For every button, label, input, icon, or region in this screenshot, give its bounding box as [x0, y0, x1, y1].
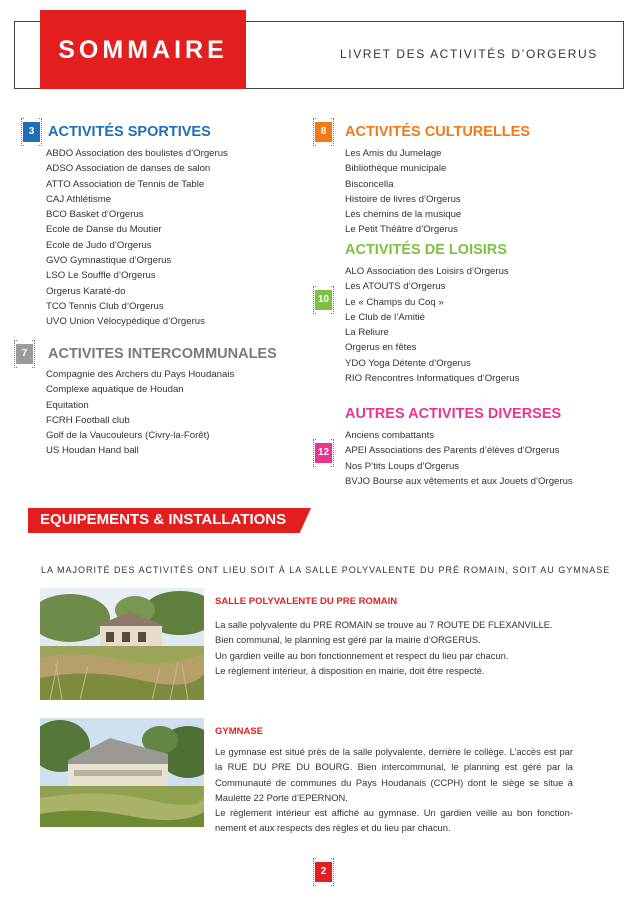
list-item: ADSO Association de danses de salon	[46, 163, 211, 175]
list-item: YDO Yoga Détente d’Orgerus	[345, 357, 471, 369]
list-item: Histoire de livres d’Orgerus	[345, 193, 461, 205]
section-title-culturelles: ACTIVITÉS CULTURELLES	[345, 124, 531, 140]
list-loisirs	[345, 264, 519, 386]
page-tag-diverses: 12	[315, 443, 332, 463]
list-item: Les chemins de la musique	[345, 209, 462, 221]
gymnase-title: GYMNASE	[215, 726, 264, 737]
list-item: Orgerus en fêtes	[345, 342, 417, 354]
gymnase-description	[215, 744, 573, 836]
list-item: Bisconcella	[345, 178, 394, 190]
page-tag-culturelles: 8	[315, 122, 332, 142]
list-item: BVJO Bourse aux vêtements et aux Jouets d’Orgerus	[345, 475, 573, 487]
gymnase-paragraph: Le gymnase est situé près de la salle polyvalente, derrière le collège. L’accès est par la RUE DU PRE DU BOURG. Bien intercommunal, le planning est géré par la Communauté de communes du Pays Houdanais (CCPH) dont le siège se situe à Maulette 22 Porte d’EPERNON.	[215, 746, 573, 803]
gymnase-paragraph: Le règlement intérieur est affiché au gymnase. Un gardien veille au bon fonction-nement et aux respects des règles et du lieu par chacun.	[215, 807, 573, 834]
list-item: Anciens combattants	[345, 430, 435, 441]
section-title-intercommunales: ACTIVITES INTERCOMMUNALES	[48, 346, 277, 362]
list-item: US Houdan Hand ball	[46, 445, 139, 457]
section-title-diverses: AUTRES ACTIVITES DIVERSES	[345, 406, 562, 422]
salle-line: Le règlement intérieur, à disposition en mairie, doit être respecté.	[215, 664, 485, 676]
list-item: Ecole de Danse du Moutier	[46, 224, 162, 236]
salle-polyvalente-photo	[40, 588, 204, 700]
page-title: SOMMAIRE	[58, 36, 228, 64]
list-item: ALO Association des Loisirs d’Orgerus	[345, 266, 509, 277]
list-item: Les Amis du Jumelage	[345, 148, 442, 159]
page-tag-intercommunales: 7	[16, 344, 33, 364]
list-item: Orgerus Karaté-do	[46, 285, 126, 297]
salle-line: Un gardien veille au bon fonctionnement et respect du lieu par chacun.	[215, 649, 509, 661]
list-item: ABDO Association des boulistes d’Orgerus	[46, 148, 228, 159]
salle-line: Bien communal, le planning est géré par la mairie d’ORGERUS.	[215, 634, 481, 646]
list-item: Le Club de l’Amitié	[345, 311, 425, 323]
list-item: UVO Union Vélocypédique d’Orgerus	[46, 316, 205, 328]
list-item: Bibliothèque municipale	[345, 163, 447, 175]
list-item: LSO Le Souffle d’Orgerus	[46, 270, 156, 282]
list-item: Le « Champs du Coq »	[345, 296, 444, 308]
list-item: GVO Gymnastique d’Orgerus	[46, 255, 172, 267]
list-item: RIO Rencontres Informatiques d’Orgerus	[345, 373, 520, 385]
section-title-sportives: ACTIVITÉS SPORTIVES	[48, 124, 211, 140]
list-item: La Reliure	[345, 327, 389, 339]
salle-title: SALLE POLYVALENTE DU PRE ROMAIN	[215, 596, 398, 607]
list-item: TCO Tennis Club d’Orgerus	[46, 300, 164, 312]
list-item: Complexe aquatique de Houdan	[46, 384, 184, 396]
list-item: ATTO Association de Tennis de Table	[46, 178, 205, 190]
booklet-title: LIVRET DES ACTIVITÉS D’ORGERUS	[340, 47, 598, 61]
list-item: Ecole de Judo d’Orgerus	[46, 239, 152, 251]
list-item: Le Petit Théâtre d’Orgerus	[345, 224, 458, 236]
salle-line: La salle polyvalente du PRE ROMAIN se trouve au 7 ROUTE DE FLEXANVILLE.	[215, 619, 553, 630]
gymnase-photo	[40, 718, 204, 827]
equipements-title: EQUIPEMENTS & INSTALLATIONS	[40, 511, 287, 528]
list-item: Golf de la Vaucouleurs (Civry-la-Forêt)	[46, 430, 210, 442]
page-number: 2	[315, 862, 332, 882]
page-tag-loisirs: 10	[315, 290, 332, 310]
list-item: BCO Basket d’Orgerus	[46, 209, 144, 221]
list-diverses	[345, 428, 573, 489]
list-item: Nos P’tits Loups d’Orgerus	[345, 460, 460, 472]
page-tag-sportives: 3	[23, 122, 40, 142]
list-sportives	[46, 146, 228, 330]
list-item: Les ATOUTS d’Orgerus	[345, 281, 446, 293]
list-item: Compagnie des Archers du Pays Houdanais	[46, 369, 235, 380]
salle-description	[215, 617, 553, 678]
list-item: Equitation	[46, 399, 89, 411]
list-item: APEI Associations des Parents d’élèves d’Orgerus	[345, 445, 560, 457]
list-item: CAJ Athlétisme	[46, 193, 112, 205]
list-intercommunales	[46, 367, 234, 459]
list-item: FCRH Football club	[46, 414, 130, 426]
equipements-intro: LA MAJORITÉ DES ACTIVITÉS ONT LIEU SOIT À LA SALLE POLYVALENTE DU PRÉ ROMAIN, SOIT AU GYMNASE	[41, 565, 611, 575]
section-title-loisirs: ACTIVITÉS DE LOISIRS	[345, 242, 507, 258]
list-culturelles	[345, 146, 461, 238]
